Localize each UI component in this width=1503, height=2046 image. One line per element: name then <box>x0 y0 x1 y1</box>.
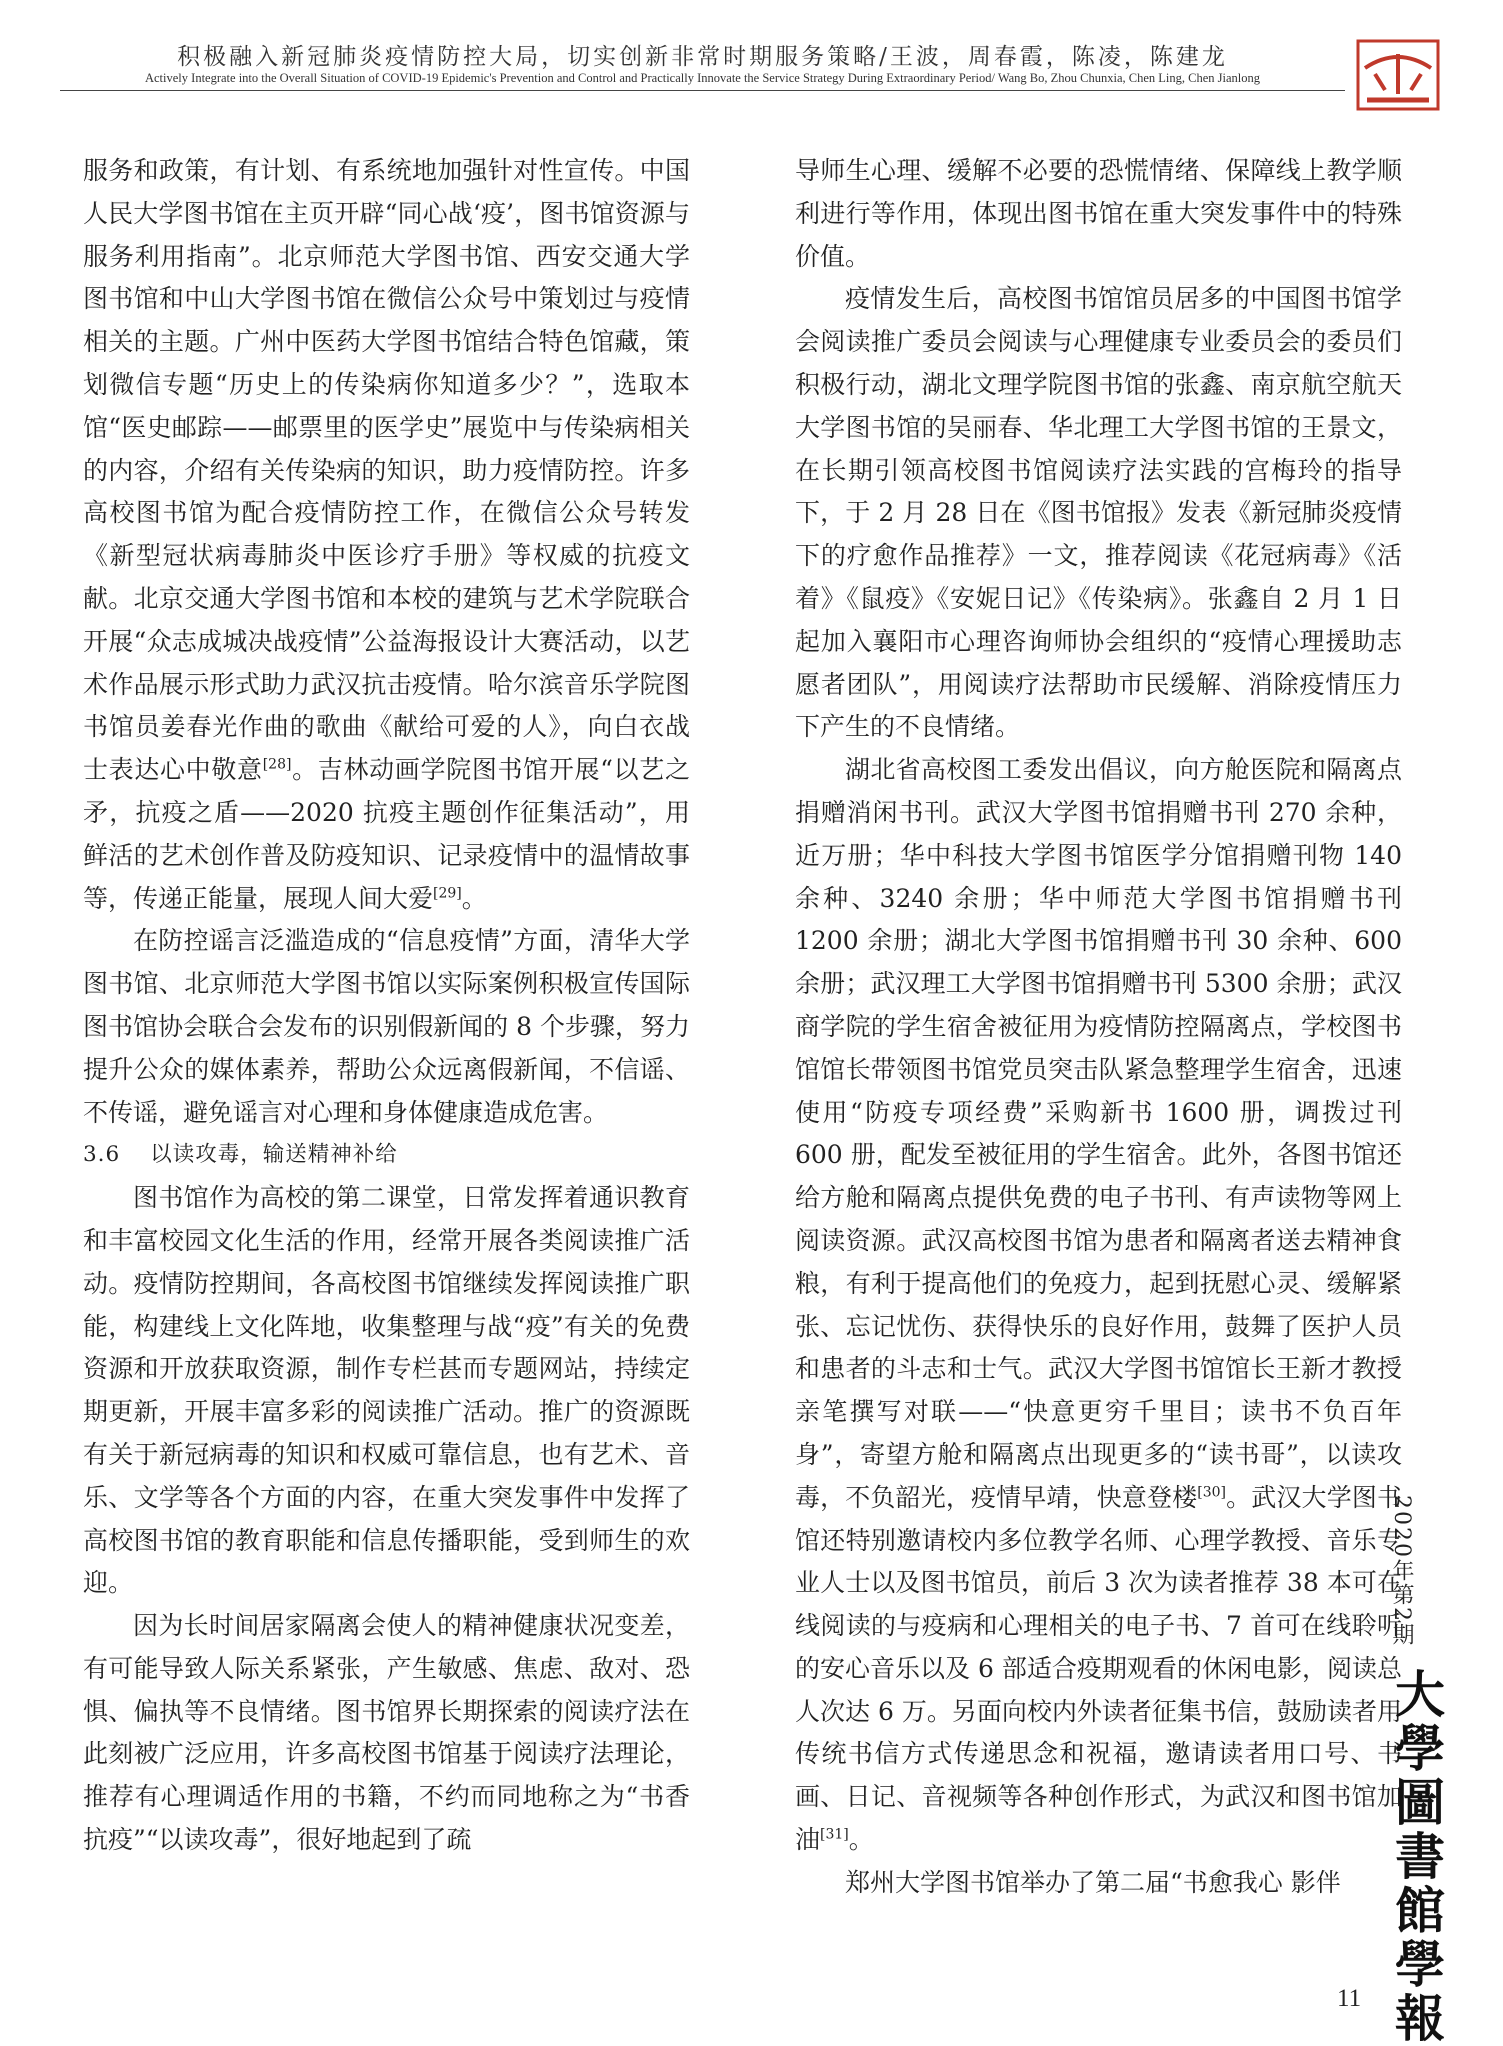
section-title: 以读攻毒，输送精神补给 <box>150 1142 398 1168</box>
paragraph: 服务和政策，有计划、有系统地加强针对性宣传。中国人民大学图书馆在主页开辟“同心战‘疫’，图书馆资源与服务利用指南”。北京师范大学图书馆、西安交通大学图书馆和中山大学图书馆在微信公众号中策划过与疫情相关的主题。广州中医药大学图书馆结合特色馆藏，策划微信专题“历史上的传染病你知道多少？”，选取本馆“医史邮踪——邮票里的医学史”展览中与传染病相关的内容，介绍有关传染病的知识，助力疫情防控。许多高校图书馆为配合疫情防控工作，在微信公众号转发《新型冠状病毒肺炎中医诊疗手册》等权威的抗疫文献。北京交通大学图书馆和本校的建筑与艺术学院联合开展“众志成城决战疫情”公益海报设计大赛活动，以艺术作品展示形式助力武汉抗击疫情。哈尔滨音乐学院图书馆员姜春光作曲的歌曲《献给可爱的人》，向白衣战士表达心中敬意[28]。吉林动画学院图书馆开展“以艺之矛，抗疫之盾——2020 抗疫主题创作征集活动”，用鲜活的艺术创作普及防疫知识、记录疫情中的温情故事等，传递正能量，展现人间大爱[29]。 <box>83 156 690 913</box>
paragraph: 因为长时间居家隔离会使人的精神健康状况变差，有可能导致人际关系紧张，产生敏感、焦虑、敌对、恐惧、偏执等不良情绪。图书馆界长期探索的阅读疗法在此刻被广泛应用，许多高校图书馆基于阅读疗法理论，推荐有心理调适作用的书籍，不约而同地称之为“书香抗疫”“以读攻毒”，很好地起到了疏 <box>83 1611 690 1855</box>
issue-label: 2020年第2期 <box>1389 1495 1414 1647</box>
page-number: 11 <box>1337 1985 1362 2012</box>
journal-seal-logo-icon <box>1355 38 1441 112</box>
section-heading <box>83 1134 690 1177</box>
journal-name: 大學圖書館學報 <box>1387 1668 1446 2046</box>
paragraph: 图书馆作为高校的第二课堂，日常发挥着通识教育和丰富校园文化生活的作用，经常开展各类阅读推广活动。疫情防控期间，各高校图书馆继续发挥阅读推广职能，构建线上文化阵地，收集整理与战“疫”有关的免费资源和开放获取资源，制作专栏甚而专题网站，持续定期更新，开展丰富多彩的阅读推广活动。推广的资源既有关于新冠病毒的知识和权威可靠信息，也有艺术、音乐、文学等各个方面的内容，在重大突发事件中发挥了高校图书馆的教育职能和信息传播职能，受到师生的欢迎。 <box>83 1183 690 1598</box>
citation-30[interactable]: [30] <box>1197 1484 1226 1501</box>
citation-29[interactable]: [29] <box>433 885 462 902</box>
header-title-en: Actively Integrate into the Overall Situation of COVID-19 Epidemic's Prevention and Control and Practically Innovate the Service Strategy During Extraordinary Period/ Wang Bo, Zhou Chunxia, Chen Ling, Chen Jianlong <box>144 71 1260 85</box>
left-column <box>83 150 690 1862</box>
section-number: 3.6 <box>83 1142 121 1168</box>
paragraph: 疫情发生后，高校图书馆馆员居多的中国图书馆学会阅读推广委员会阅读与心理健康专业委员会的委员们积极行动，湖北文理学院图书馆的张鑫、南京航空航天大学图书馆的吴丽春、华北理工大学图书馆的王景文，在长期引领高校图书馆阅读疗法实践的宫梅玲的指导下，于 2 月 28 日在《图书馆报》发表《新冠肺炎疫情下的疗愈作品推荐》一文，推荐阅读《花冠病毒》《活着》《鼠疫》《安妮日记》《传染病》。张鑫自 2 月 1 日起加入襄阳市心理咨询师协会组织的“疫情心理援助志愿者团队”，用阅读疗法帮助市民缓解、消除疫情压力下产生的不良情绪。 <box>795 284 1402 742</box>
header-divider <box>60 90 1345 91</box>
running-header <box>0 0 1503 92</box>
citation-31[interactable]: [31] <box>820 1826 849 1843</box>
header-title-cn: 积极融入新冠肺炎疫情防控大局，切实创新非常时期服务策略/王波，周春霞，陈凌，陈建龙 <box>177 44 1228 70</box>
paragraph: 在防控谣言泛滥造成的“信息疫情”方面，清华大学图书馆、北京师范大学图书馆以实际案例积极宣传国际图书馆协会联合会发布的识别假新闻的 8 个步骤，努力提升公众的媒体素养，帮助公众远离假新闻，不信谣、不传谣，避免谣言对心理和身体健康造成危害。 <box>83 926 690 1127</box>
paragraph: 郑州大学图书馆举办了第二届“书愈我心 影伴 <box>845 1867 1341 1897</box>
paragraph: 湖北省高校图工委发出倡议，向方舱医院和隔离点捐赠消闲书刊。武汉大学图书馆捐赠书刊 270 余种，近万册；华中科技大学图书馆医学分馆捐赠刊物 140 余种、3240 余册；华中师范大学图书馆捐赠书刊 1200 余册；湖北大学图书馆捐赠书刊 30 余种、600 余册；武汉理工大学图书馆捐赠书刊 5300 余册；武汉商学院的学生宿舍被征用为疫情防控隔离点，学校图书馆馆长带领图书馆党员突击队紧急整理学生宿舍，迅速使用“防疫专项经费”采购新书 1600 册，调拨过刊 600 册，配发至被征用的学生宿舍。此外，各图书馆还给方舱和隔离点提供免费的电子书刊、有声读物等网上阅读资源。武汉高校图书馆为患者和隔离者送去精神食粮，有利于提高他们的免疫力，起到抚慰心灵、缓解紧张、忘记忧伤、获得快乐的良好作用，鼓舞了医护人员和患者的斗志和士气。武汉大学图书馆馆长王新才教授亲笔撰写对联——“快意更穷千里目；读书不负百年身”，寄望方舱和隔离点出现更多的“读书哥”，以读攻毒，不负韶光，疫情早靖，快意登楼[30]。武汉大学图书馆还特别邀请校内多位教学名师、心理学教授、音乐专业人士以及图书馆员，前后 3 次为读者推荐 38 本可在线阅读的与疫病和心理相关的电子书、7 首可在线聆听的安心音乐以及 6 部适合疫期观看的休闲电影，阅读总人次达 6 万。另面向校内外读者征集书信，鼓励读者用传统书信方式传递思念和祝福，邀请读者用口号、书画、日记、音视频等各种创作形式，为武汉和图书馆加油[31]。 <box>795 755 1402 1855</box>
citation-28[interactable]: [28] <box>262 756 292 773</box>
right-column <box>795 150 1402 1905</box>
paragraph: 导师生心理、缓解不必要的恐慌情绪、保障线上教学顺利进行等作用，体现出图书馆在重大突发事件中的特殊价值。 <box>795 156 1402 271</box>
